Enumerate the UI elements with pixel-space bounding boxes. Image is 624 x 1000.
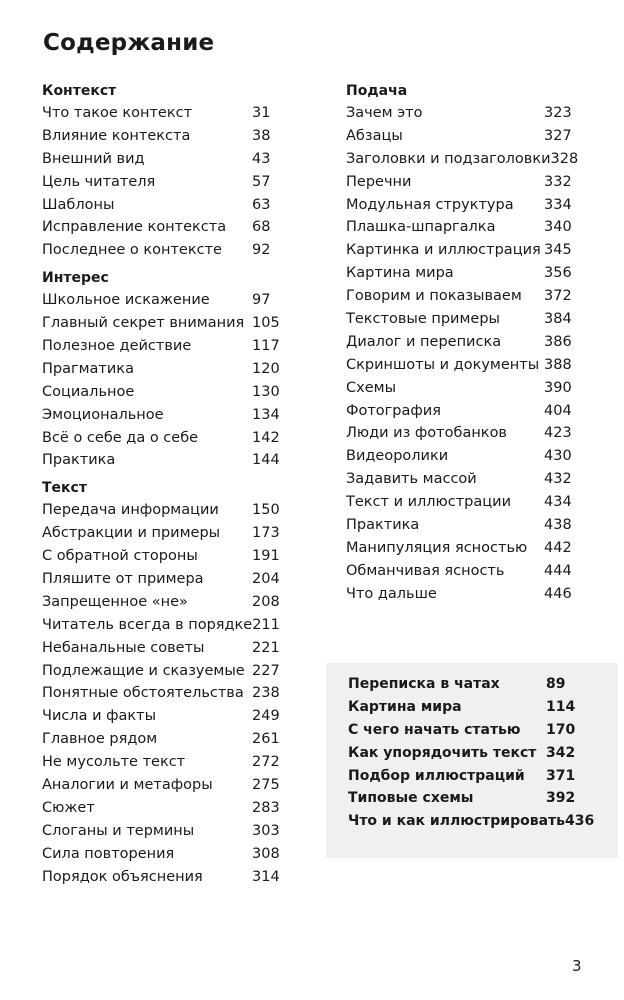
toc-entry-page: 436 [565,813,595,830]
toc-entry-title: Влияние контекста [42,127,191,144]
toc-entry[interactable] [346,377,582,400]
toc-entry-page: 404 [544,402,572,419]
toc-entry-title: Диалог и переписка [346,333,502,350]
toc-entry-page: 31 [252,105,271,121]
toc-left-column [42,80,292,889]
toc-entry[interactable] [346,148,582,171]
section-title: Контекст [42,83,117,99]
toc-entry-title: Что и как иллюстрировать [348,813,566,830]
toc-entry-title: Небанальные советы [42,639,205,656]
toc-entry[interactable] [346,331,582,354]
toc-entry-title: Порядок объяснения [42,868,203,885]
toc-entry[interactable] [42,404,292,427]
toc-entry-title: Абзацы [346,127,403,144]
toc-entry-title: Манипуляция ясностью [346,539,528,556]
toc-entry-title: Подлежащие и сказуемые [42,662,245,679]
toc-entry[interactable] [42,682,292,705]
toc-entry[interactable] [42,216,292,239]
toc-entry[interactable] [346,514,582,537]
toc-entry[interactable] [42,728,292,751]
toc-entry-title: Задавить массой [346,471,477,488]
toc-entry-page: 327 [544,127,572,144]
toc-entry-page: 434 [544,494,572,511]
toc-entry-title: Картина мира [348,698,462,715]
toc-entry-page: 386 [544,333,572,350]
toc-entry-page: 117 [252,338,280,355]
toc-entry-page: 388 [544,356,572,373]
toc-entry[interactable] [42,335,292,358]
toc-entry-title: Текст и иллюстрации [346,494,511,511]
toc-entry[interactable] [346,262,582,285]
toc-entry-page: 392 [546,790,576,807]
page-number: 3 [572,957,582,975]
toc-entry-title: Числа и факты [42,708,157,725]
toc-entry[interactable] [42,545,292,568]
toc-entry-page: 446 [544,585,572,602]
toc-entry-title: С обратной стороны [42,548,198,565]
toc-entry[interactable] [346,216,582,239]
toc-entry-page: 332 [544,173,572,190]
toc-entry-title: Главное рядом [42,731,158,748]
toc-entry-page: 173 [252,525,280,542]
toc-entry-page: 390 [544,379,572,396]
toc-entry[interactable] [42,522,292,545]
toc-entry-page: 423 [544,425,572,442]
toc-entry-title: Видеоролики [346,448,449,465]
toc-entry-page: 38 [252,127,271,144]
toc-entry[interactable] [42,312,292,335]
toc-entry[interactable] [42,797,292,820]
toc-entry-page: 371 [546,767,576,784]
toc-entry-page: 144 [252,452,280,469]
toc-entry[interactable] [42,449,292,472]
toc-entry-title: Прагматика [42,360,134,377]
toc-entry-page: 63 [252,196,271,213]
toc-entry-title: Что такое контекст [42,105,193,121]
toc-entry-title: Сюжет [42,799,95,816]
toc-entry-title: Всё о себе да о себе [42,429,199,446]
toc-entry-page: 134 [252,406,280,423]
toc-entry[interactable] [42,358,292,381]
toc-entry-page: 221 [252,639,280,656]
toc-entry-title: Перечни [346,173,412,190]
toc-entry-page: 430 [544,448,572,465]
toc-entry[interactable] [346,125,582,148]
toc-entry-title: Переписка в чатах [348,676,500,692]
toc-section [42,267,292,472]
toc-entry[interactable] [348,765,586,788]
toc-entry-title: Социальное [42,383,135,400]
toc-entry[interactable] [346,354,582,377]
toc-entry[interactable] [346,583,582,606]
toc-entry-title: Практика [42,452,116,469]
toc-entry[interactable] [42,568,292,591]
toc-entry[interactable] [42,660,292,683]
toc-section [42,80,292,262]
toc-entry-title: Пляшите от примера [42,571,204,588]
toc-entry-title: Школьное искажение [42,292,210,309]
toc-entry-page: 442 [544,539,572,556]
toc-entry-page: 438 [544,517,572,534]
toc-entry[interactable] [346,445,582,468]
toc-entry-title: Заголовки и подзаголовки [346,150,551,167]
toc-entry-title: Цель читателя [42,173,156,190]
toc-entry[interactable] [42,591,292,614]
toc-entry-title: Плашка-шпаргалка [346,219,496,236]
toc-entry-page: 191 [252,548,280,565]
toc-entry-title: Схемы [346,379,397,396]
toc-entry-page: 334 [544,196,572,213]
toc-entry-title: Говорим и показываем [346,288,522,305]
toc-entry-page: 142 [252,429,280,446]
toc-entry-page: 261 [252,731,280,748]
toc-entry[interactable] [346,422,582,445]
toc-entry-page: 114 [546,698,576,715]
toc-entry-page: 208 [252,593,280,610]
toc-entry-page: 314 [252,868,280,885]
toc-inset-box [326,663,618,858]
toc-entry-title: Читатель всегда в порядке [42,616,253,633]
toc-entry-title: Шаблоны [42,196,115,213]
toc-entry[interactable] [346,285,582,308]
toc-entry-page: 249 [252,708,280,725]
toc-entry[interactable] [42,705,292,728]
toc-entry[interactable] [346,400,582,423]
toc-entry-page: 150 [252,502,280,519]
toc-entry-page: 120 [252,360,280,377]
toc-entry[interactable] [42,289,292,312]
toc-entry-title: Не мусольте текст [42,754,186,771]
toc-entry-title: Понятные обстоятельства [42,685,244,702]
toc-entry-title: Текстовые примеры [346,311,500,328]
toc-entry-page: 97 [252,292,271,309]
toc-entry-title: Люди из фотобанков [346,425,507,442]
toc-entry[interactable] [346,194,582,217]
toc-entry[interactable] [348,742,586,765]
toc-entry[interactable] [42,843,292,866]
toc-entry[interactable] [42,239,292,262]
toc-entry-title: Главный секрет внимания [42,315,245,332]
toc-entry-title: Передача информации [42,502,219,519]
toc-entry-page: 130 [252,383,280,400]
toc-entry[interactable] [42,774,292,797]
toc-entry-title: Аналогии и метафоры [42,777,213,794]
toc-right-column [346,80,596,606]
toc-entry-page: 303 [252,822,280,839]
toc-entry-title: Абстракции и примеры [42,525,221,542]
toc-entry-page: 444 [544,562,572,579]
toc-entry-page: 328 [550,150,579,167]
toc-entry[interactable] [348,787,586,810]
toc-entry[interactable] [346,102,582,125]
toc-entry[interactable] [42,614,292,637]
toc-entry[interactable] [348,673,586,696]
toc-entry-title: Типовые схемы [348,790,474,807]
toc-entry-page: 57 [252,173,271,190]
toc-entry-title: Картина мира [346,265,454,282]
toc-entry-page: 275 [252,777,280,794]
toc-entry[interactable] [348,719,586,742]
toc-entry-page: 68 [252,219,271,236]
toc-entry-title: Зачем это [346,105,423,121]
toc-entry[interactable] [42,866,292,889]
toc-entry-page: 105 [252,315,280,332]
toc-entry-title: Обманчивая ясность [346,562,505,579]
toc-entry-page: 43 [252,150,271,167]
toc-entry[interactable] [348,696,586,719]
toc-entry-title: Как упорядочить текст [348,744,537,761]
toc-entry-title: Практика [346,517,420,534]
toc-entry-page: 323 [544,105,572,121]
toc-entry-title: Слоганы и термины [42,822,195,839]
toc-entry[interactable] [42,499,292,522]
toc-entry-page: 432 [544,471,572,488]
toc-entry[interactable] [42,148,292,171]
toc-entry-title: Исправление контекста [42,219,227,236]
toc-section [42,477,292,888]
toc-entry[interactable] [346,171,582,194]
toc-entry-title: Запрещенное «не» [42,593,188,610]
toc-entry[interactable] [42,171,292,194]
toc-entry-page: 272 [252,754,280,771]
toc-entry-page: 342 [546,744,576,761]
toc-entry[interactable] [346,239,582,262]
toc-entry[interactable] [42,381,292,404]
toc-entry-title: Последнее о контексте [42,242,222,259]
section-title: Подача [346,83,408,99]
toc-entry[interactable] [346,308,582,331]
toc-entry[interactable] [42,427,292,450]
toc-entry-page: 384 [544,311,572,328]
toc-entry-title: Фотография [346,402,441,419]
section-title: Текст [42,480,87,497]
toc-entry-page: 89 [546,676,566,692]
toc-entry[interactable] [42,194,292,217]
toc-entry-title: Эмоциональное [42,406,164,423]
toc-entry[interactable] [42,102,292,125]
toc-entry[interactable] [346,537,582,560]
toc-entry-page: 238 [252,685,280,702]
toc-entry-page: 92 [252,242,271,259]
toc-entry-page: 283 [252,799,280,816]
toc-entry[interactable] [348,810,595,833]
toc-section [346,80,596,606]
toc-entry-page: 170 [546,721,576,738]
toc-entry-title: Картинка и иллюстрация [346,242,541,259]
toc-entry-title: Что дальше [346,585,437,602]
page-title: Содержание [43,30,215,56]
toc-entry[interactable] [42,820,292,843]
toc-entry-page: 204 [252,571,280,588]
toc-entry-page: 372 [544,288,572,305]
toc-entry-page: 340 [544,219,572,236]
toc-entry-title: Внешний вид [42,150,145,167]
toc-entry-page: 308 [252,845,280,862]
toc-entry-title: Модульная структура [346,196,514,213]
toc-entry[interactable] [346,468,582,491]
toc-entry[interactable] [42,125,292,148]
toc-entry-title: Скриншоты и документы [346,356,540,373]
section-title: Интерес [42,270,109,287]
toc-entry[interactable] [346,491,582,514]
toc-entry[interactable] [42,637,292,660]
toc-entry-page: 356 [544,265,572,282]
toc-entry-title: С чего начать статью [348,721,521,738]
toc-entry-page: 211 [252,616,280,633]
toc-entry-title: Подбор иллюстраций [348,767,525,784]
toc-entry-page: 345 [544,242,572,259]
toc-entry[interactable] [42,751,292,774]
toc-entry-page: 227 [252,662,280,679]
toc-entry-title: Сила повторения [42,845,175,862]
toc-entry[interactable] [346,560,582,583]
toc-entry-title: Полезное действие [42,338,192,355]
